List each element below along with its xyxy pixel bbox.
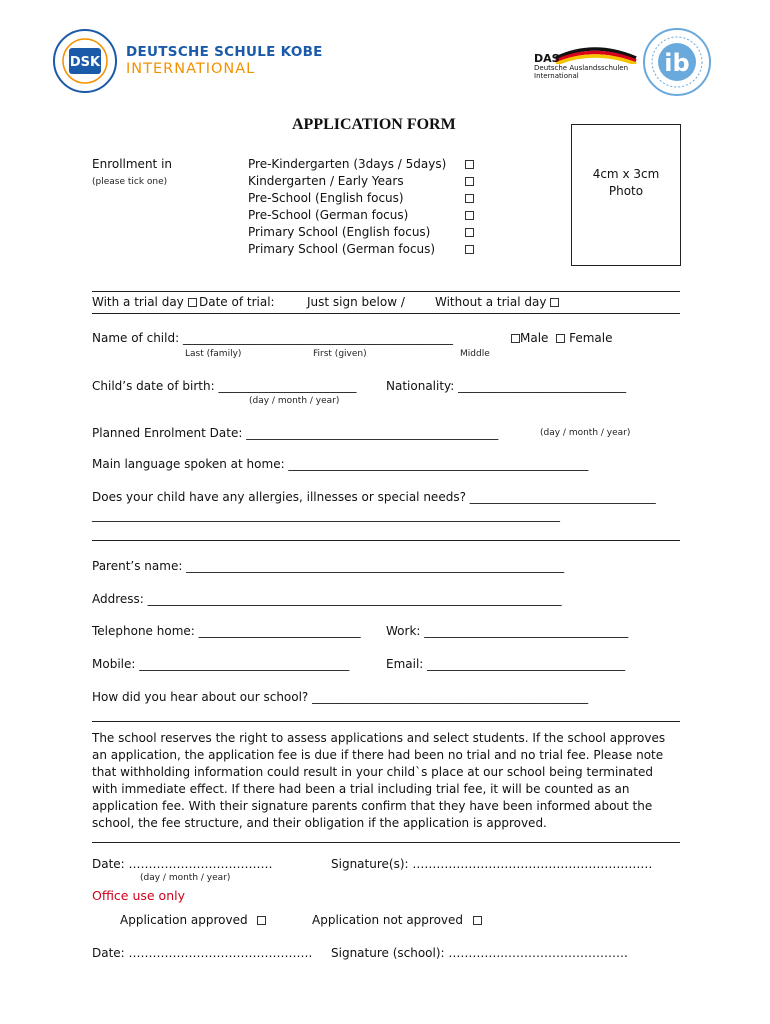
das-line2: International [534, 72, 579, 80]
application-approved-option[interactable] [120, 913, 266, 927]
checkbox-icon[interactable] [511, 334, 520, 343]
dsk-wordmark-top: DEUTSCHE SCHULE KOBE [126, 44, 323, 60]
dsk-wordmark-bottom: INTERNATIONAL [126, 61, 256, 77]
ib-mark: ib [664, 49, 690, 77]
parent-date-field[interactable]: Date: ……………………………… [92, 857, 273, 871]
dob-format-hint: (day / month / year) [249, 396, 340, 406]
application-approved-label: Application approved [120, 913, 248, 927]
checkbox-icon[interactable] [465, 245, 474, 254]
enrollment-hint: (please tick one) [92, 177, 168, 187]
with-trial-label: With a trial day [92, 295, 184, 309]
checkbox-icon[interactable] [550, 298, 559, 307]
dsk-logo [52, 28, 342, 96]
without-trial-option[interactable] [435, 295, 559, 309]
photo-size-label: 4cm x 3cm [592, 167, 660, 181]
address-field[interactable]: Address: _____________________________________________________________________ [92, 592, 562, 606]
parent-name-field[interactable]: Parent’s name: _______________________________________________________________ [92, 559, 565, 573]
page-title: APPLICATION FORM [292, 116, 456, 133]
enrollment-options [248, 157, 488, 259]
child-name-field[interactable]: Name of child: _____________________________________________ [92, 331, 453, 345]
das-title: DAS [534, 52, 560, 65]
enrollment-option[interactable] [248, 225, 488, 242]
enrollment-option-label: Pre-School (German focus) [248, 208, 409, 222]
ib-logo [642, 27, 712, 97]
checkbox-icon[interactable] [465, 228, 474, 237]
parent-signature-field[interactable]: Signature(s): …………………………………………………… [331, 857, 653, 871]
checkbox-icon[interactable] [465, 177, 474, 186]
office-use-heading: Office use only [92, 888, 185, 903]
enrollment-label: Enrollment in [92, 157, 173, 171]
photo-box [571, 124, 681, 266]
gender-options [511, 331, 612, 345]
application-not-approved-option[interactable] [312, 913, 482, 927]
dsk-seal-icon [52, 28, 118, 94]
photo-label: Photo [608, 184, 644, 198]
das-line1: Deutsche Auslandsschulen [534, 64, 629, 72]
first-name-hint: First (given) [313, 349, 367, 359]
allergies-field[interactable]: Does your child have any allergies, illnesses or special needs? _______________________________ [92, 490, 656, 504]
das-logo [534, 44, 638, 84]
enrollment-option-label: Pre-Kindergarten (3days / 5days) [248, 157, 447, 171]
enrollment-option[interactable] [248, 157, 488, 174]
female-label: Female [569, 331, 613, 345]
divider [92, 540, 680, 541]
email-field[interactable]: Email: _________________________________ [386, 657, 626, 671]
telephone-home-field[interactable]: Telephone home: ___________________________ [92, 624, 361, 638]
checkbox-icon[interactable] [465, 211, 474, 220]
date-format-hint: (day / month / year) [140, 873, 231, 883]
with-trial-option[interactable] [92, 295, 197, 309]
male-label: Male [520, 331, 549, 345]
divider [92, 842, 680, 843]
school-signature-field[interactable]: Signature (school): …………..…………………………. [331, 946, 628, 960]
checkbox-icon[interactable] [188, 298, 197, 307]
checkbox-icon[interactable] [257, 916, 266, 925]
dob-field[interactable]: Child’s date of birth: _______________________ [92, 379, 357, 393]
language-field[interactable]: Main language spoken at home: __________________________________________________ [92, 457, 589, 471]
dsk-monogram: DSK [69, 55, 101, 70]
checkbox-icon[interactable] [465, 160, 474, 169]
enrollment-option-label: Primary School (German focus) [248, 242, 436, 256]
enrollment-option[interactable] [248, 174, 488, 191]
enrollment-option-label: Primary School (English focus) [248, 225, 431, 239]
enrollment-option-label: Kindergarten / Early Years [248, 174, 404, 188]
allergies-field-line2[interactable]: ______________________________________________________________________________ [92, 508, 560, 522]
planned-enrolment-field[interactable]: Planned Enrolment Date: __________________________________________ [92, 426, 499, 440]
mobile-field[interactable]: Mobile: ___________________________________ [92, 657, 350, 671]
application-not-approved-label: Application not approved [312, 913, 464, 927]
referral-source-field[interactable]: How did you hear about our school? ______________________________________________ [92, 690, 589, 704]
checkbox-icon[interactable] [465, 194, 474, 203]
middle-name-hint: Middle [460, 349, 490, 359]
enrollment-option[interactable] [248, 191, 488, 208]
without-trial-label: Without a trial day [435, 295, 547, 309]
disclaimer-paragraph: The school reserves the right to assess applications and select students. If the school approves an application, the application fee is due if there had been no trial and no trial fee. Please note that withholding information could result in your child`s place at our school being terminated with immediate effect. If there had been a trial including trial fee, it will be counted as an application fee. With their signature parents confirm that they have been informed about the school, the fee structure, and their obligation if the application is approved. [92, 731, 666, 830]
trial-row [92, 295, 682, 311]
work-phone-field[interactable]: Work: __________________________________ [386, 624, 629, 638]
enrollment-option[interactable] [248, 208, 488, 225]
checkbox-icon[interactable] [473, 916, 482, 925]
divider [92, 291, 680, 292]
divider [92, 721, 680, 722]
just-sign-label: Just sign below / [307, 295, 405, 309]
enrollment-option[interactable] [248, 242, 488, 259]
enrollment-option-label: Pre-School (English focus) [248, 191, 404, 205]
divider [92, 313, 680, 314]
last-name-hint: Last (family) [185, 349, 242, 359]
date-of-trial-label: Date of trial: [199, 295, 275, 309]
office-date-field[interactable]: Date: ………………………………………. [92, 946, 313, 960]
ib-seal-icon [642, 27, 712, 97]
planned-format-hint: (day / month / year) [540, 428, 631, 438]
nationality-field[interactable]: Nationality: ____________________________ [386, 379, 627, 393]
checkbox-icon[interactable] [556, 334, 565, 343]
